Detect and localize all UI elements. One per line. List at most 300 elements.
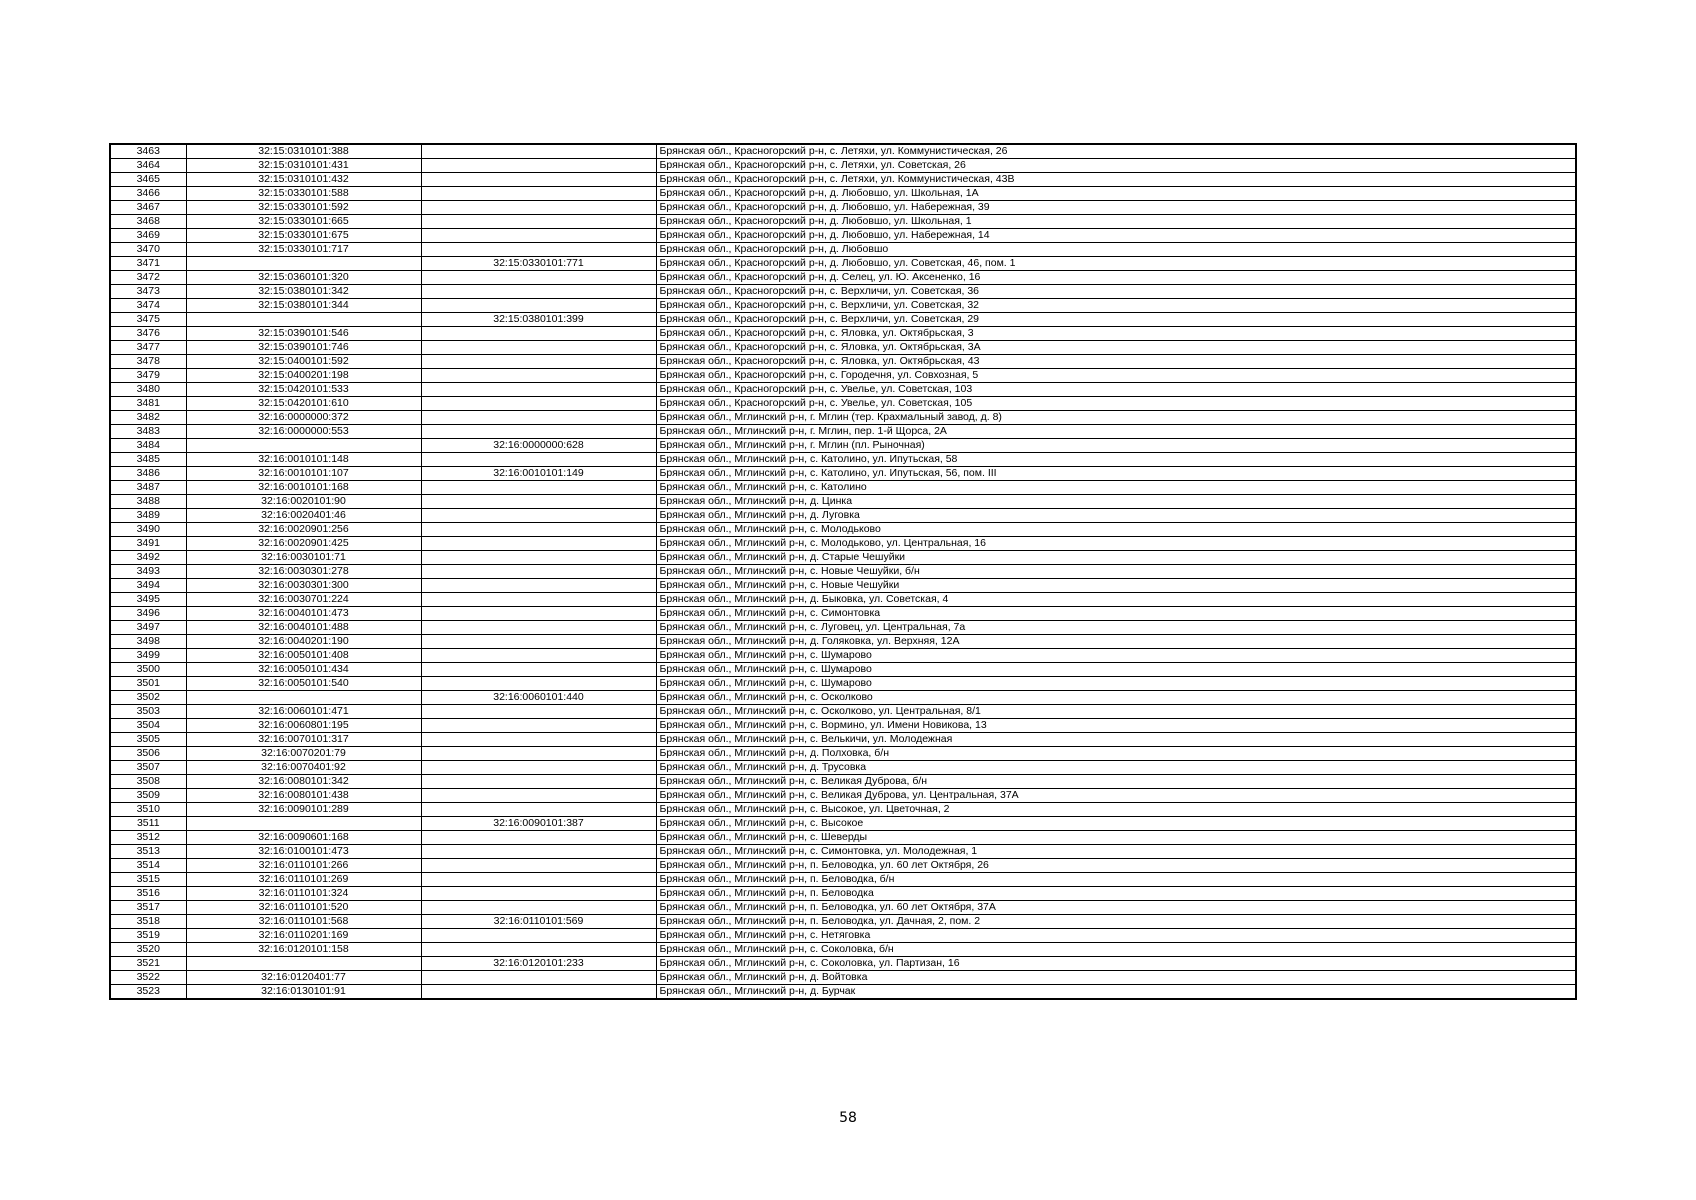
- cadastral-number-cell: [186, 313, 421, 327]
- row-number-cell: 3503: [110, 705, 186, 719]
- cadastral-number-premises-cell: [421, 201, 656, 215]
- row-number-cell: 3483: [110, 425, 186, 439]
- cadastral-number-premises-cell: [421, 355, 656, 369]
- table-row: [110, 201, 1576, 215]
- row-number-cell: 3463: [110, 144, 186, 159]
- row-number-cell: 3494: [110, 579, 186, 593]
- row-number-cell: 3520: [110, 943, 186, 957]
- cadastral-number-premises-cell: [421, 481, 656, 495]
- row-number-cell: 3506: [110, 747, 186, 761]
- row-number-cell: 3482: [110, 411, 186, 425]
- cadastral-number-premises-cell: [421, 873, 656, 887]
- cadastral-number-cell: 32:15:0330101:675: [186, 229, 421, 243]
- row-number-cell: 3481: [110, 397, 186, 411]
- row-number-cell: 3508: [110, 775, 186, 789]
- row-number-cell: 3495: [110, 593, 186, 607]
- row-number-cell: 3485: [110, 453, 186, 467]
- cadastral-number-cell: 32:16:0040101:488: [186, 621, 421, 635]
- cadastral-number-premises-cell: [421, 761, 656, 775]
- table-row: [110, 663, 1576, 677]
- property-table-body: [110, 144, 1576, 999]
- cadastral-number-cell: 32:16:0080101:438: [186, 789, 421, 803]
- cadastral-number-premises-cell: [421, 663, 656, 677]
- cadastral-number-premises-cell: 32:15:0330101:771: [421, 257, 656, 271]
- cadastral-number-cell: 32:16:0030301:278: [186, 565, 421, 579]
- address-cell: Брянская обл., Мглинский р-н, с. Католино: [656, 481, 1576, 495]
- table-row: [110, 383, 1576, 397]
- cadastral-number-premises-cell: 32:16:0090101:387: [421, 817, 656, 831]
- table-row: [110, 747, 1576, 761]
- cadastral-number-premises-cell: [421, 383, 656, 397]
- cadastral-number-cell: 32:16:0020101:90: [186, 495, 421, 509]
- table-row: [110, 831, 1576, 845]
- address-cell: Брянская обл., Мглинский р-н, д. Луговка: [656, 509, 1576, 523]
- cadastral-number-cell: 32:16:0070101:317: [186, 733, 421, 747]
- cadastral-number-cell: 32:16:0110101:269: [186, 873, 421, 887]
- cadastral-number-cell: 32:15:0330101:588: [186, 187, 421, 201]
- address-cell: Брянская обл., Красногорский р-н, с. Верхличи, ул. Советская, 29: [656, 313, 1576, 327]
- table-row: [110, 635, 1576, 649]
- address-cell: Брянская обл., Мглинский р-н, с. Великая Дуброва, б/н: [656, 775, 1576, 789]
- cadastral-number-cell: 32:15:0330101:717: [186, 243, 421, 257]
- table-row: [110, 901, 1576, 915]
- cadastral-number-cell: 32:15:0390101:746: [186, 341, 421, 355]
- cadastral-number-premises-cell: [421, 775, 656, 789]
- cadastral-number-cell: [186, 691, 421, 705]
- table-row: [110, 943, 1576, 957]
- address-cell: Брянская обл., Мглинский р-н, с. Вормино, ул. Имени Новикова, 13: [656, 719, 1576, 733]
- row-number-cell: 3468: [110, 215, 186, 229]
- cadastral-number-cell: 32:16:0000000:372: [186, 411, 421, 425]
- cadastral-number-premises-cell: 32:16:0110101:569: [421, 915, 656, 929]
- table-row: [110, 565, 1576, 579]
- row-number-cell: 3474: [110, 299, 186, 313]
- address-cell: Брянская обл., Мглинский р-н, с. Соколовка, ул. Партизан, 16: [656, 957, 1576, 971]
- cadastral-number-premises-cell: 32:16:0000000:628: [421, 439, 656, 453]
- cadastral-number-premises-cell: [421, 495, 656, 509]
- row-number-cell: 3476: [110, 327, 186, 341]
- row-number-cell: 3500: [110, 663, 186, 677]
- address-cell: Брянская обл., Красногорский р-н, с. Яловка, ул. Октябрьская, 3: [656, 327, 1576, 341]
- cadastral-number-cell: 32:15:0310101:431: [186, 159, 421, 173]
- cadastral-number-cell: 32:16:0110101:520: [186, 901, 421, 915]
- table-row: [110, 789, 1576, 803]
- cadastral-number-cell: 32:16:0010101:148: [186, 453, 421, 467]
- cadastral-number-premises-cell: [421, 971, 656, 985]
- cadastral-number-premises-cell: [421, 509, 656, 523]
- cadastral-number-cell: 32:16:0110101:324: [186, 887, 421, 901]
- row-number-cell: 3472: [110, 271, 186, 285]
- table-row: [110, 775, 1576, 789]
- row-number-cell: 3504: [110, 719, 186, 733]
- cadastral-number-premises-cell: [421, 565, 656, 579]
- cadastral-number-cell: 32:16:0040101:473: [186, 607, 421, 621]
- cadastral-number-premises-cell: [421, 803, 656, 817]
- cadastral-number-cell: [186, 817, 421, 831]
- cadastral-number-premises-cell: [421, 187, 656, 201]
- address-cell: Брянская обл., Мглинский р-н, с. Нетяговка: [656, 929, 1576, 943]
- cadastral-number-premises-cell: [421, 271, 656, 285]
- address-cell: Брянская обл., Мглинский р-н, с. Шумарово: [656, 677, 1576, 691]
- table-row: [110, 453, 1576, 467]
- table-row: [110, 271, 1576, 285]
- row-number-cell: 3515: [110, 873, 186, 887]
- row-number-cell: 3489: [110, 509, 186, 523]
- cadastral-number-premises-cell: [421, 831, 656, 845]
- table-row: [110, 593, 1576, 607]
- table-row: [110, 411, 1576, 425]
- cadastral-number-premises-cell: [421, 537, 656, 551]
- row-number-cell: 3516: [110, 887, 186, 901]
- cadastral-number-cell: 32:16:0030701:224: [186, 593, 421, 607]
- table-row: [110, 579, 1576, 593]
- cadastral-number-cell: [186, 257, 421, 271]
- row-number-cell: 3499: [110, 649, 186, 663]
- cadastral-number-cell: 32:16:0070401:92: [186, 761, 421, 775]
- table-row: [110, 551, 1576, 565]
- address-cell: Брянская обл., Мглинский р-н, с. Соколовка, б/н: [656, 943, 1576, 957]
- cadastral-number-premises-cell: [421, 859, 656, 873]
- row-number-cell: 3469: [110, 229, 186, 243]
- table-row: [110, 313, 1576, 327]
- address-cell: Брянская обл., Мглинский р-н, п. Беловодка, б/н: [656, 873, 1576, 887]
- cadastral-number-cell: 32:16:0020901:256: [186, 523, 421, 537]
- cadastral-number-premises-cell: 32:16:0010101:149: [421, 467, 656, 481]
- address-cell: Брянская обл., Мглинский р-н, с. Высокое: [656, 817, 1576, 831]
- row-number-cell: 3480: [110, 383, 186, 397]
- cadastral-number-cell: 32:15:0330101:665: [186, 215, 421, 229]
- row-number-cell: 3501: [110, 677, 186, 691]
- address-cell: Брянская обл., Мглинский р-н, с. Новые Чешуйки: [656, 579, 1576, 593]
- address-cell: Брянская обл., Мглинский р-н, г. Мглин, пер. 1-й Щорса, 2А: [656, 425, 1576, 439]
- address-cell: Брянская обл., Мглинский р-н, д. Трусовка: [656, 761, 1576, 775]
- cadastral-number-cell: 32:16:0110101:568: [186, 915, 421, 929]
- table-row: [110, 971, 1576, 985]
- address-cell: Брянская обл., Мглинский р-н, с. Симонтовка, ул. Молодежная, 1: [656, 845, 1576, 859]
- address-cell: Брянская обл., Мглинский р-н, д. Бурчак: [656, 985, 1576, 1000]
- table-row: [110, 369, 1576, 383]
- address-cell: Брянская обл., Красногорский р-н, с. Летяхи, ул. Коммунистическая, 26: [656, 144, 1576, 159]
- table-row: [110, 215, 1576, 229]
- cadastral-number-premises-cell: [421, 649, 656, 663]
- cadastral-number-premises-cell: [421, 397, 656, 411]
- address-cell: Брянская обл., Мглинский р-н, д. Быковка, ул. Советская, 4: [656, 593, 1576, 607]
- address-cell: Брянская обл., Мглинский р-н, д. Цинка: [656, 495, 1576, 509]
- page-number: 58: [839, 1110, 857, 1126]
- row-number-cell: 3517: [110, 901, 186, 915]
- address-cell: Брянская обл., Красногорский р-н, с. Летяхи, ул. Советская, 26: [656, 159, 1576, 173]
- cadastral-number-cell: 32:16:0010101:107: [186, 467, 421, 481]
- address-cell: Брянская обл., Мглинский р-н, с. Шеверды: [656, 831, 1576, 845]
- address-cell: Брянская обл., Мглинский р-н, с. Молодьково, ул. Центральная, 16: [656, 537, 1576, 551]
- table-row: [110, 467, 1576, 481]
- cadastral-number-premises-cell: [421, 523, 656, 537]
- cadastral-number-cell: 32:15:0400201:198: [186, 369, 421, 383]
- cadastral-number-premises-cell: [421, 144, 656, 159]
- row-number-cell: 3488: [110, 495, 186, 509]
- cadastral-number-premises-cell: [421, 733, 656, 747]
- row-number-cell: 3467: [110, 201, 186, 215]
- cadastral-number-premises-cell: [421, 327, 656, 341]
- table-row: [110, 537, 1576, 551]
- cadastral-number-premises-cell: [421, 243, 656, 257]
- address-cell: Брянская обл., Красногорский р-н, д. Любовшо, ул. Советская, 46, пом. 1: [656, 257, 1576, 271]
- cadastral-number-premises-cell: [421, 789, 656, 803]
- table-row: [110, 677, 1576, 691]
- table-row: [110, 733, 1576, 747]
- cadastral-number-cell: 32:15:0360101:320: [186, 271, 421, 285]
- address-cell: Брянская обл., Красногорский р-н, с. Городечня, ул. Совхозная, 5: [656, 369, 1576, 383]
- address-cell: Брянская обл., Мглинский р-н, г. Мглин (пл. Рыночная): [656, 439, 1576, 453]
- table-row: [110, 985, 1576, 1000]
- table-row: [110, 929, 1576, 943]
- cadastral-number-cell: 32:15:0310101:432: [186, 173, 421, 187]
- table-row: [110, 243, 1576, 257]
- cadastral-number-premises-cell: 32:15:0380101:399: [421, 313, 656, 327]
- cadastral-number-cell: 32:16:0120401:77: [186, 971, 421, 985]
- table-row: [110, 649, 1576, 663]
- cadastral-number-premises-cell: [421, 579, 656, 593]
- cadastral-number-cell: 32:16:0070201:79: [186, 747, 421, 761]
- table-row: [110, 957, 1576, 971]
- row-number-cell: 3479: [110, 369, 186, 383]
- address-cell: Брянская обл., Красногорский р-н, д. Любовшо, ул. Набережная, 39: [656, 201, 1576, 215]
- table-row: [110, 845, 1576, 859]
- table-row: [110, 705, 1576, 719]
- address-cell: Брянская обл., Мглинский р-н, с. Новые Чешуйки, б/н: [656, 565, 1576, 579]
- cadastral-number-cell: 32:15:0330101:592: [186, 201, 421, 215]
- cadastral-number-cell: 32:16:0110101:266: [186, 859, 421, 873]
- cadastral-number-cell: 32:16:0120101:158: [186, 943, 421, 957]
- cadastral-number-cell: 32:16:0060101:471: [186, 705, 421, 719]
- row-number-cell: 3470: [110, 243, 186, 257]
- cadastral-number-premises-cell: [421, 159, 656, 173]
- cadastral-number-cell: 32:16:0050101:434: [186, 663, 421, 677]
- cadastral-number-premises-cell: [421, 411, 656, 425]
- table-row: [110, 299, 1576, 313]
- address-cell: Брянская обл., Мглинский р-н, с. Осколково: [656, 691, 1576, 705]
- table-row: [110, 873, 1576, 887]
- row-number-cell: 3511: [110, 817, 186, 831]
- address-cell: Брянская обл., Мглинский р-н, с. Шумарово: [656, 663, 1576, 677]
- address-cell: Брянская обл., Красногорский р-н, с. Яловка, ул. Октябрьская, 3А: [656, 341, 1576, 355]
- cadastral-number-cell: 32:15:0420101:610: [186, 397, 421, 411]
- cadastral-number-cell: 32:16:0130101:91: [186, 985, 421, 1000]
- row-number-cell: 3513: [110, 845, 186, 859]
- table-row: [110, 887, 1576, 901]
- cadastral-number-premises-cell: [421, 887, 656, 901]
- row-number-cell: 3510: [110, 803, 186, 817]
- cadastral-number-cell: 32:16:0030101:71: [186, 551, 421, 565]
- cadastral-number-cell: 32:15:0420101:533: [186, 383, 421, 397]
- address-cell: Брянская обл., Красногорский р-н, с. Верхличи, ул. Советская, 36: [656, 285, 1576, 299]
- address-cell: Брянская обл., Мглинский р-н, д. Голяковка, ул. Верхняя, 12А: [656, 635, 1576, 649]
- cadastral-number-cell: 32:16:0040201:190: [186, 635, 421, 649]
- cadastral-number-cell: 32:16:0050101:540: [186, 677, 421, 691]
- cadastral-number-cell: 32:16:0110201:169: [186, 929, 421, 943]
- cadastral-number-cell: 32:16:0010101:168: [186, 481, 421, 495]
- address-cell: Брянская обл., Мглинский р-н, с. Шумарово: [656, 649, 1576, 663]
- cadastral-number-cell: 32:16:0020401:46: [186, 509, 421, 523]
- table-row: [110, 719, 1576, 733]
- table-row: [110, 915, 1576, 929]
- table-row: [110, 229, 1576, 243]
- table-row: [110, 495, 1576, 509]
- address-cell: Брянская обл., Мглинский р-н, г. Мглин (тер. Крахмальный завод, д. 8): [656, 411, 1576, 425]
- address-cell: Брянская обл., Красногорский р-н, д. Любовшо, ул. Набережная, 14: [656, 229, 1576, 243]
- row-number-cell: 3486: [110, 467, 186, 481]
- row-number-cell: 3507: [110, 761, 186, 775]
- address-cell: Брянская обл., Красногорский р-н, с. Увелье, ул. Советская, 103: [656, 383, 1576, 397]
- row-number-cell: 3512: [110, 831, 186, 845]
- cadastral-number-premises-cell: 32:16:0060101:440: [421, 691, 656, 705]
- address-cell: Брянская обл., Мглинский р-н, с. Высокое, ул. Цветочная, 2: [656, 803, 1576, 817]
- row-number-cell: 3509: [110, 789, 186, 803]
- row-number-cell: 3523: [110, 985, 186, 1000]
- cadastral-number-premises-cell: [421, 719, 656, 733]
- cadastral-number-premises-cell: [421, 635, 656, 649]
- cadastral-number-premises-cell: [421, 229, 656, 243]
- cadastral-number-cell: [186, 439, 421, 453]
- address-cell: Брянская обл., Мглинский р-н, с. Католино, ул. Ипутьская, 56, пом. III: [656, 467, 1576, 481]
- cadastral-number-premises-cell: [421, 607, 656, 621]
- row-number-cell: 3465: [110, 173, 186, 187]
- table-row: [110, 285, 1576, 299]
- row-number-cell: 3514: [110, 859, 186, 873]
- row-number-cell: 3518: [110, 915, 186, 929]
- cadastral-number-cell: 32:16:0060801:195: [186, 719, 421, 733]
- row-number-cell: 3471: [110, 257, 186, 271]
- address-cell: Брянская обл., Красногорский р-н, д. Любовшо: [656, 243, 1576, 257]
- address-cell: Брянская обл., Красногорский р-н, д. Селец, ул. Ю. Аксененко, 16: [656, 271, 1576, 285]
- cadastral-number-premises-cell: [421, 299, 656, 313]
- cadastral-number-premises-cell: [421, 943, 656, 957]
- cadastral-number-premises-cell: [421, 173, 656, 187]
- cadastral-number-cell: [186, 957, 421, 971]
- cadastral-number-cell: 32:16:0030301:300: [186, 579, 421, 593]
- table-row: [110, 327, 1576, 341]
- row-number-cell: 3478: [110, 355, 186, 369]
- cadastral-number-cell: 32:16:0020901:425: [186, 537, 421, 551]
- table-row: [110, 523, 1576, 537]
- cadastral-number-premises-cell: [421, 747, 656, 761]
- cadastral-number-premises-cell: [421, 341, 656, 355]
- address-cell: Брянская обл., Красногорский р-н, с. Яловка, ул. Октябрьская, 43: [656, 355, 1576, 369]
- address-cell: Брянская обл., Красногорский р-н, с. Верхличи, ул. Советская, 32: [656, 299, 1576, 313]
- table-row: [110, 159, 1576, 173]
- cadastral-number-premises-cell: [421, 453, 656, 467]
- cadastral-number-cell: 32:15:0310101:388: [186, 144, 421, 159]
- address-cell: Брянская обл., Красногорский р-н, д. Любовшо, ул. Школьная, 1: [656, 215, 1576, 229]
- table-row: [110, 257, 1576, 271]
- address-cell: Брянская обл., Мглинский р-н, с. Луговец, ул. Центральная, 7а: [656, 621, 1576, 635]
- cadastral-number-premises-cell: [421, 985, 656, 1000]
- row-number-cell: 3487: [110, 481, 186, 495]
- cadastral-number-premises-cell: [421, 425, 656, 439]
- table-row: [110, 397, 1576, 411]
- address-cell: Брянская обл., Мглинский р-н, с. Великая Дуброва, ул. Центральная, 37А: [656, 789, 1576, 803]
- address-cell: Брянская обл., Мглинский р-н, с. Осколково, ул. Центральная, 8/1: [656, 705, 1576, 719]
- address-cell: Брянская обл., Мглинский р-н, п. Беловодка: [656, 887, 1576, 901]
- address-cell: Брянская обл., Красногорский р-н, с. Летяхи, ул. Коммунистическая, 43В: [656, 173, 1576, 187]
- cadastral-number-premises-cell: [421, 285, 656, 299]
- cadastral-number-cell: 32:16:0090601:168: [186, 831, 421, 845]
- table-row: [110, 621, 1576, 635]
- table-row: [110, 859, 1576, 873]
- table-row: [110, 173, 1576, 187]
- row-number-cell: 3464: [110, 159, 186, 173]
- row-number-cell: 3490: [110, 523, 186, 537]
- cadastral-number-cell: 32:16:0090101:289: [186, 803, 421, 817]
- cadastral-number-premises-cell: [421, 369, 656, 383]
- cadastral-number-premises-cell: [421, 677, 656, 691]
- table-row: [110, 341, 1576, 355]
- row-number-cell: 3475: [110, 313, 186, 327]
- table-row: [110, 509, 1576, 523]
- address-cell: Брянская обл., Красногорский р-н, д. Любовшо, ул. Школьная, 1А: [656, 187, 1576, 201]
- address-cell: Брянская обл., Мглинский р-н, п. Беловодка, ул. 60 лет Октября, 37А: [656, 901, 1576, 915]
- cadastral-number-premises-cell: 32:16:0120101:233: [421, 957, 656, 971]
- table-row: [110, 425, 1576, 439]
- table-row: [110, 803, 1576, 817]
- cadastral-number-cell: 32:16:0100101:473: [186, 845, 421, 859]
- cadastral-number-premises-cell: [421, 551, 656, 565]
- row-number-cell: 3492: [110, 551, 186, 565]
- address-cell: Брянская обл., Мглинский р-н, с. Симонтовка: [656, 607, 1576, 621]
- row-number-cell: 3491: [110, 537, 186, 551]
- address-cell: Брянская обл., Мглинский р-н, с. Молодьково: [656, 523, 1576, 537]
- row-number-cell: 3521: [110, 957, 186, 971]
- address-cell: Брянская обл., Мглинский р-н, д. Войтовка: [656, 971, 1576, 985]
- address-cell: Брянская обл., Мглинский р-н, д. Старые Чешуйки: [656, 551, 1576, 565]
- cadastral-number-premises-cell: [421, 621, 656, 635]
- cadastral-number-premises-cell: [421, 215, 656, 229]
- address-cell: Брянская обл., Мглинский р-н, п. Беловодка, ул. 60 лет Октября, 26: [656, 859, 1576, 873]
- table-row: [110, 817, 1576, 831]
- cadastral-number-cell: 32:16:0000000:553: [186, 425, 421, 439]
- table-row: [110, 355, 1576, 369]
- cadastral-number-premises-cell: [421, 901, 656, 915]
- table-row: [110, 607, 1576, 621]
- row-number-cell: 3498: [110, 635, 186, 649]
- row-number-cell: 3502: [110, 691, 186, 705]
- row-number-cell: 3497: [110, 621, 186, 635]
- cadastral-number-cell: 32:15:0400101:592: [186, 355, 421, 369]
- cadastral-number-cell: 32:16:0050101:408: [186, 649, 421, 663]
- cadastral-number-premises-cell: [421, 845, 656, 859]
- table-row: [110, 144, 1576, 159]
- table-row: [110, 439, 1576, 453]
- row-number-cell: 3473: [110, 285, 186, 299]
- address-cell: Брянская обл., Мглинский р-н, д. Полховка, б/н: [656, 747, 1576, 761]
- cadastral-number-premises-cell: [421, 929, 656, 943]
- row-number-cell: 3496: [110, 607, 186, 621]
- cadastral-number-cell: 32:15:0390101:546: [186, 327, 421, 341]
- table-row: [110, 481, 1576, 495]
- address-cell: Брянская обл., Красногорский р-н, с. Увелье, ул. Советская, 105: [656, 397, 1576, 411]
- property-table: [109, 143, 1577, 1000]
- cadastral-number-cell: 32:15:0380101:342: [186, 285, 421, 299]
- row-number-cell: 3477: [110, 341, 186, 355]
- table-row: [110, 691, 1576, 705]
- row-number-cell: 3505: [110, 733, 186, 747]
- row-number-cell: 3522: [110, 971, 186, 985]
- cadastral-number-cell: 32:15:0380101:344: [186, 299, 421, 313]
- table-row: [110, 761, 1576, 775]
- address-cell: Брянская обл., Мглинский р-н, с. Велькичи, ул. Молодежная: [656, 733, 1576, 747]
- table-row: [110, 187, 1576, 201]
- row-number-cell: 3484: [110, 439, 186, 453]
